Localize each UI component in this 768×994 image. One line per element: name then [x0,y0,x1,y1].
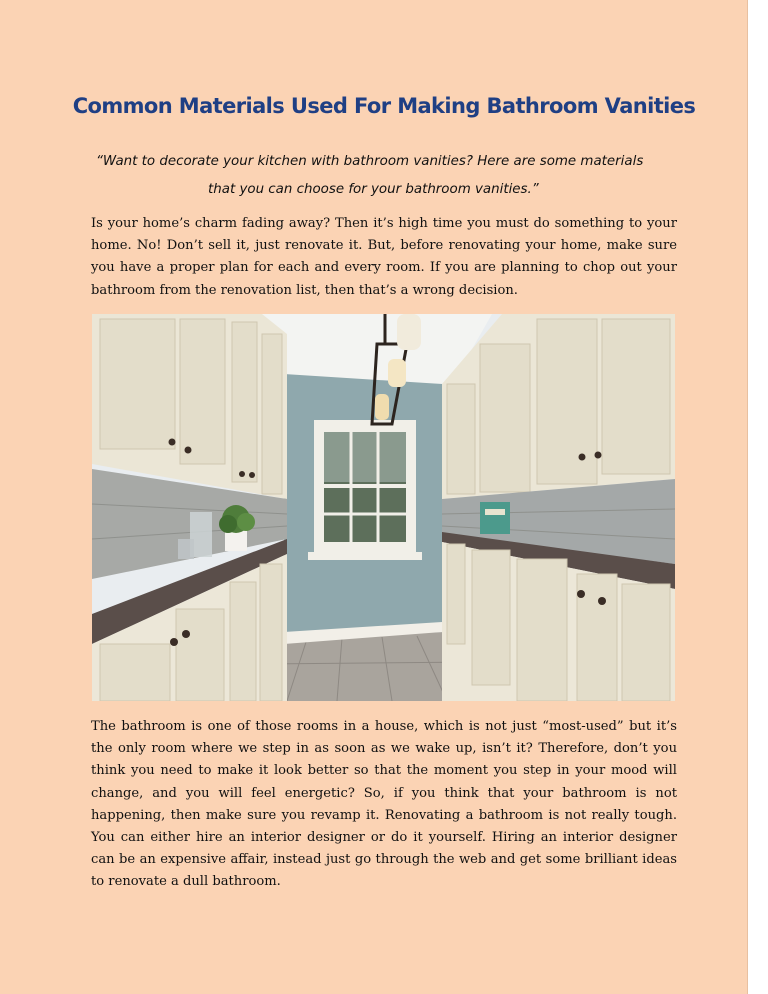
subtitle-quote [96,148,686,204]
subtitle-line-1: “Want to decorate your kitchen with bathroom vanities? Here are some materials [96,154,644,169]
page-edge [747,0,748,994]
bathroom-photo [92,314,675,701]
paragraph-intro: Is your home’s charm fading away? Then it’s high time you must do something to your home. No! Don’t sell it, just renovate it. But, before renovating your home, make sure you have a proper plan for each and every room. If you are planning to chop out your bathroom from the renovation list, then that’s a wrong decision. [91,216,677,298]
paragraph-body: The bathroom is one of those rooms in a house, which is not just “most-used” but it’s the only room where we step in as soon as we wake up, isn’t it? Therefore, don’t you think you need to make it look better so that the moment you step in your mood will change, and you will feel energetic? So, if you think that your bathroom is not happening, then make sure you revamp it. Renovating a bathroom is not really tough. You can either hire an interior designer or do it yourself. Hiring an interior designer can be an expensive affair, instead just go through the web and get some brilliant ideas to renovate a dull bathroom. [91,719,677,890]
subtitle-line-2: that you can choose for your bathroom vanities.” [208,182,539,197]
page-title: Common Materials Used For Making Bathroom Vanities [72,94,696,118]
